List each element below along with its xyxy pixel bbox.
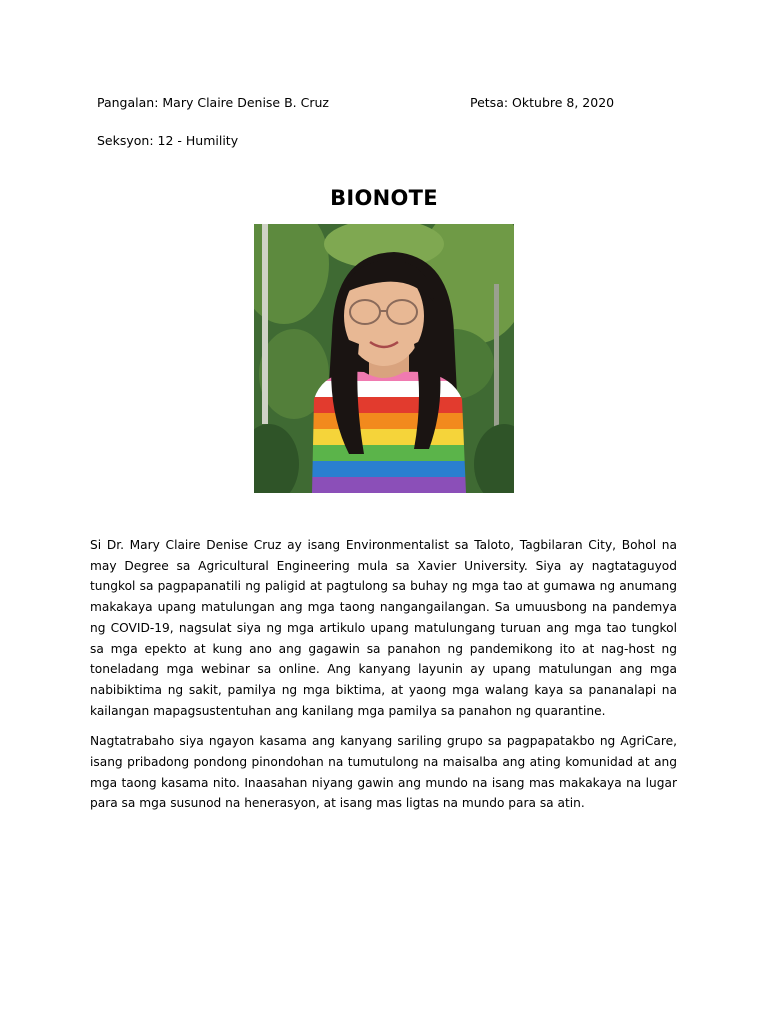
section-line: Seksyon: 12 - Humility	[97, 133, 239, 148]
name-line: Pangalan: Mary Claire Denise B. Cruz	[97, 95, 329, 110]
paragraph-work: Nagtatrabaho siya ngayon kasama ang kanyang sariling grupo sa pagpapatakbo ng AgriCare, isang pribadong pondong pinondohan na tumutulong na maisalba ang ating komunidad at ang mga taong kasama nito. Inaasahan niyang gawin ang mundo na isang mas makakaya na lugar para sa mga susunod na henerasyon, at isang mas ligtas na mundo para sa atin.	[90, 734, 677, 811]
paragraph-bio: Si Dr. Mary Claire Denise Cruz ay isang Environmentalist sa Taloto, Tagbilaran City, Bohol na may Degree sa Agricultural Engineering mula sa Xavier University. Siya ay nagtataguyod tungkol sa pagpapanatili ng paligid at pagtulong sa buhay ng mga tao at gumawa ng anumang makakaya upang matulungan ang mga taong nangangailangan. Sa umuusbong na pandemya ng COVID-19, nagsulat siya ng mga artikulo upang matulungang turuan ang mga tao tungkol sa mga epekto at kung ano ang gagawin sa panahon ng pandemikong ito at nag-host ng toneladang mga webinar sa online. Ang kanyang layunin ay upang matulungan ang mga nabibiktima ng sakit, pamilya ng mga biktima, at yaong mga walang kaya sa pananalapi na kailangan mapagsustentuhan ang kanilang mga pamilya sa panahon ng quarantine.	[90, 538, 677, 718]
portrait-illustration	[254, 224, 514, 493]
page-title: BIONOTE	[330, 186, 438, 210]
portrait-photo	[254, 224, 514, 493]
date-line: Petsa: Oktubre 8, 2020	[470, 95, 615, 110]
bionote-body	[90, 535, 677, 824]
